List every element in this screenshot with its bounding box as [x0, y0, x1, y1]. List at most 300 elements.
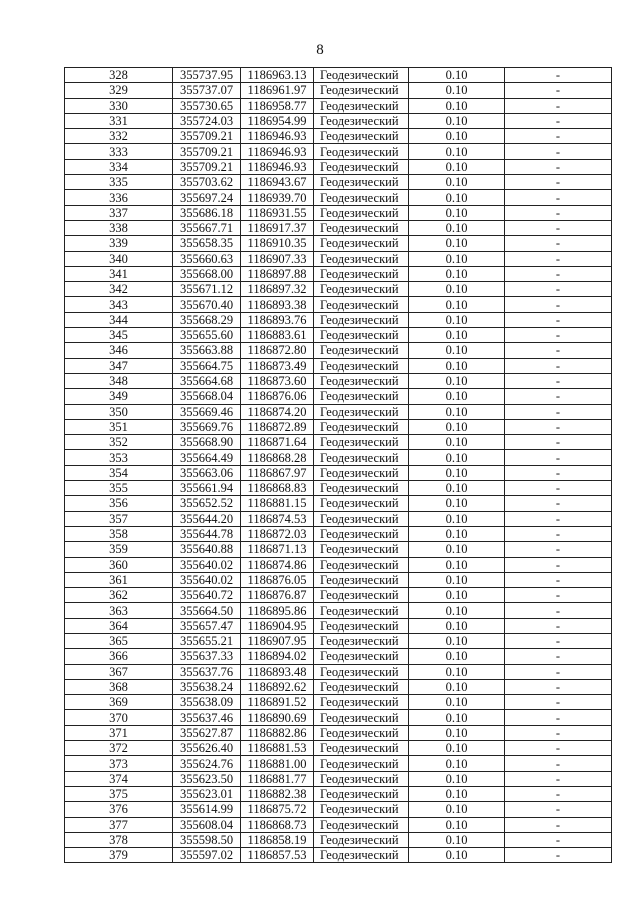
method-cell: Геодезический [314, 679, 409, 694]
point-number-cell: 361 [65, 572, 173, 587]
y-coordinate-cell: 1186890.69 [241, 710, 314, 725]
table-row [65, 481, 612, 496]
accuracy-cell: 0.10 [409, 266, 505, 281]
y-coordinate-cell: 1186893.48 [241, 664, 314, 679]
accuracy-cell: 0.10 [409, 603, 505, 618]
accuracy-cell: 0.10 [409, 817, 505, 832]
method-cell: Геодезический [314, 496, 409, 511]
method-cell: Геодезический [314, 771, 409, 786]
accuracy-cell: 0.10 [409, 725, 505, 740]
y-coordinate-cell: 1186895.86 [241, 603, 314, 618]
y-coordinate-cell: 1186876.05 [241, 572, 314, 587]
accuracy-cell: 0.10 [409, 113, 505, 128]
point-number-cell: 365 [65, 633, 173, 648]
table-row [65, 832, 612, 847]
accuracy-cell: 0.10 [409, 190, 505, 205]
accuracy-cell: 0.10 [409, 679, 505, 694]
method-cell: Геодезический [314, 481, 409, 496]
accuracy-cell: 0.10 [409, 236, 505, 251]
table-row [65, 251, 612, 266]
description-cell: - [505, 695, 612, 710]
accuracy-cell: 0.10 [409, 526, 505, 541]
x-coordinate-cell: 355623.50 [173, 771, 241, 786]
point-number-cell: 353 [65, 450, 173, 465]
accuracy-cell: 0.10 [409, 618, 505, 633]
point-number-cell: 337 [65, 205, 173, 220]
description-cell: - [505, 725, 612, 740]
x-coordinate-cell: 355644.78 [173, 526, 241, 541]
y-coordinate-cell: 1186939.70 [241, 190, 314, 205]
method-cell: Геодезический [314, 741, 409, 756]
table-row [65, 817, 612, 832]
point-number-cell: 356 [65, 496, 173, 511]
accuracy-cell: 0.10 [409, 633, 505, 648]
table-row [65, 358, 612, 373]
table-row [65, 236, 612, 251]
point-number-cell: 377 [65, 817, 173, 832]
accuracy-cell: 0.10 [409, 771, 505, 786]
method-cell: Геодезический [314, 159, 409, 174]
y-coordinate-cell: 1186872.89 [241, 419, 314, 434]
method-cell: Геодезический [314, 695, 409, 710]
y-coordinate-cell: 1186943.67 [241, 175, 314, 190]
point-number-cell: 331 [65, 113, 173, 128]
point-number-cell: 359 [65, 542, 173, 557]
y-coordinate-cell: 1186907.33 [241, 251, 314, 266]
table-row [65, 389, 612, 404]
point-number-cell: 357 [65, 511, 173, 526]
table-row [65, 603, 612, 618]
accuracy-cell: 0.10 [409, 251, 505, 266]
y-coordinate-cell: 1186857.53 [241, 848, 314, 863]
y-coordinate-cell: 1186958.77 [241, 98, 314, 113]
x-coordinate-cell: 355627.87 [173, 725, 241, 740]
point-number-cell: 374 [65, 771, 173, 786]
x-coordinate-cell: 355663.88 [173, 343, 241, 358]
description-cell: - [505, 251, 612, 266]
x-coordinate-cell: 355664.50 [173, 603, 241, 618]
description-cell: - [505, 481, 612, 496]
description-cell: - [505, 297, 612, 312]
point-number-cell: 342 [65, 282, 173, 297]
description-cell: - [505, 679, 612, 694]
point-number-cell: 345 [65, 328, 173, 343]
x-coordinate-cell: 355660.63 [173, 251, 241, 266]
description-cell: - [505, 358, 612, 373]
description-cell: - [505, 848, 612, 863]
method-cell: Геодезический [314, 588, 409, 603]
x-coordinate-cell: 355655.60 [173, 328, 241, 343]
x-coordinate-cell: 355597.02 [173, 848, 241, 863]
x-coordinate-cell: 355638.24 [173, 679, 241, 694]
accuracy-cell: 0.10 [409, 786, 505, 801]
table-row [65, 771, 612, 786]
accuracy-cell: 0.10 [409, 511, 505, 526]
y-coordinate-cell: 1186868.83 [241, 481, 314, 496]
table-row [65, 266, 612, 281]
x-coordinate-cell: 355667.71 [173, 220, 241, 235]
table-row [65, 83, 612, 98]
point-number-cell: 360 [65, 557, 173, 572]
accuracy-cell: 0.10 [409, 328, 505, 343]
x-coordinate-cell: 355709.21 [173, 144, 241, 159]
y-coordinate-cell: 1186931.55 [241, 205, 314, 220]
coordinates-table [64, 67, 612, 863]
y-coordinate-cell: 1186893.76 [241, 312, 314, 327]
description-cell: - [505, 771, 612, 786]
x-coordinate-cell: 355657.47 [173, 618, 241, 633]
description-cell: - [505, 68, 612, 83]
y-coordinate-cell: 1186883.61 [241, 328, 314, 343]
point-number-cell: 349 [65, 389, 173, 404]
accuracy-cell: 0.10 [409, 710, 505, 725]
table-row [65, 741, 612, 756]
accuracy-cell: 0.10 [409, 802, 505, 817]
accuracy-cell: 0.10 [409, 175, 505, 190]
x-coordinate-cell: 355663.06 [173, 465, 241, 480]
point-number-cell: 336 [65, 190, 173, 205]
table-row [65, 572, 612, 587]
point-number-cell: 369 [65, 695, 173, 710]
description-cell: - [505, 404, 612, 419]
point-number-cell: 340 [65, 251, 173, 266]
method-cell: Геодезический [314, 465, 409, 480]
table-row [65, 848, 612, 863]
method-cell: Геодезический [314, 832, 409, 847]
point-number-cell: 363 [65, 603, 173, 618]
point-number-cell: 373 [65, 756, 173, 771]
table-row [65, 312, 612, 327]
table-row [65, 129, 612, 144]
accuracy-cell: 0.10 [409, 572, 505, 587]
method-cell: Геодезический [314, 618, 409, 633]
point-number-cell: 352 [65, 435, 173, 450]
method-cell: Геодезический [314, 633, 409, 648]
description-cell: - [505, 786, 612, 801]
description-cell: - [505, 832, 612, 847]
accuracy-cell: 0.10 [409, 297, 505, 312]
x-coordinate-cell: 355668.29 [173, 312, 241, 327]
y-coordinate-cell: 1186904.95 [241, 618, 314, 633]
method-cell: Геодезический [314, 251, 409, 266]
x-coordinate-cell: 355608.04 [173, 817, 241, 832]
accuracy-cell: 0.10 [409, 496, 505, 511]
accuracy-cell: 0.10 [409, 542, 505, 557]
accuracy-cell: 0.10 [409, 389, 505, 404]
method-cell: Геодезический [314, 664, 409, 679]
x-coordinate-cell: 355664.75 [173, 358, 241, 373]
method-cell: Геодезический [314, 220, 409, 235]
y-coordinate-cell: 1186881.53 [241, 741, 314, 756]
y-coordinate-cell: 1186874.86 [241, 557, 314, 572]
y-coordinate-cell: 1186892.62 [241, 679, 314, 694]
table-row [65, 98, 612, 113]
x-coordinate-cell: 355697.24 [173, 190, 241, 205]
y-coordinate-cell: 1186871.13 [241, 542, 314, 557]
table-row [65, 496, 612, 511]
accuracy-cell: 0.10 [409, 450, 505, 465]
table-row [65, 664, 612, 679]
page-number: 8 [316, 42, 324, 58]
point-number-cell: 332 [65, 129, 173, 144]
table-row [65, 297, 612, 312]
point-number-cell: 378 [65, 832, 173, 847]
y-coordinate-cell: 1186873.49 [241, 358, 314, 373]
point-number-cell: 334 [65, 159, 173, 174]
method-cell: Геодезический [314, 389, 409, 404]
y-coordinate-cell: 1186874.53 [241, 511, 314, 526]
description-cell: - [505, 113, 612, 128]
method-cell: Геодезический [314, 848, 409, 863]
table-row [65, 465, 612, 480]
method-cell: Геодезический [314, 266, 409, 281]
table-row [65, 144, 612, 159]
point-number-cell: 379 [65, 848, 173, 863]
description-cell: - [505, 756, 612, 771]
description-cell: - [505, 802, 612, 817]
method-cell: Геодезический [314, 113, 409, 128]
description-cell: - [505, 450, 612, 465]
point-number-cell: 364 [65, 618, 173, 633]
x-coordinate-cell: 355640.88 [173, 542, 241, 557]
y-coordinate-cell: 1186946.93 [241, 159, 314, 174]
description-cell: - [505, 83, 612, 98]
y-coordinate-cell: 1186882.86 [241, 725, 314, 740]
description-cell: - [505, 557, 612, 572]
method-cell: Геодезический [314, 511, 409, 526]
point-number-cell: 339 [65, 236, 173, 251]
table-row [65, 542, 612, 557]
y-coordinate-cell: 1186910.35 [241, 236, 314, 251]
table-row [65, 282, 612, 297]
y-coordinate-cell: 1186907.95 [241, 633, 314, 648]
method-cell: Геодезический [314, 649, 409, 664]
description-cell: - [505, 98, 612, 113]
point-number-cell: 370 [65, 710, 173, 725]
y-coordinate-cell: 1186876.06 [241, 389, 314, 404]
x-coordinate-cell: 355637.76 [173, 664, 241, 679]
method-cell: Геодезический [314, 435, 409, 450]
method-cell: Геодезический [314, 786, 409, 801]
accuracy-cell: 0.10 [409, 404, 505, 419]
point-number-cell: 329 [65, 83, 173, 98]
table-row [65, 695, 612, 710]
table-row [65, 435, 612, 450]
description-cell: - [505, 419, 612, 434]
x-coordinate-cell: 355624.76 [173, 756, 241, 771]
x-coordinate-cell: 355664.68 [173, 373, 241, 388]
accuracy-cell: 0.10 [409, 205, 505, 220]
table-row [65, 159, 612, 174]
point-number-cell: 344 [65, 312, 173, 327]
y-coordinate-cell: 1186882.38 [241, 786, 314, 801]
y-coordinate-cell: 1186946.93 [241, 144, 314, 159]
description-cell: - [505, 328, 612, 343]
y-coordinate-cell: 1186891.52 [241, 695, 314, 710]
table-row [65, 450, 612, 465]
method-cell: Геодезический [314, 404, 409, 419]
point-number-cell: 375 [65, 786, 173, 801]
method-cell: Геодезический [314, 756, 409, 771]
table-row [65, 557, 612, 572]
accuracy-cell: 0.10 [409, 343, 505, 358]
y-coordinate-cell: 1186963.13 [241, 68, 314, 83]
description-cell: - [505, 389, 612, 404]
method-cell: Геодезический [314, 312, 409, 327]
y-coordinate-cell: 1186875.72 [241, 802, 314, 817]
description-cell: - [505, 266, 612, 281]
description-cell: - [505, 496, 612, 511]
description-cell: - [505, 343, 612, 358]
accuracy-cell: 0.10 [409, 756, 505, 771]
point-number-cell: 347 [65, 358, 173, 373]
x-coordinate-cell: 355640.02 [173, 557, 241, 572]
description-cell: - [505, 144, 612, 159]
y-coordinate-cell: 1186876.87 [241, 588, 314, 603]
method-cell: Геодезический [314, 373, 409, 388]
accuracy-cell: 0.10 [409, 832, 505, 847]
table-row [65, 725, 612, 740]
accuracy-cell: 0.10 [409, 282, 505, 297]
point-number-cell: 341 [65, 266, 173, 281]
accuracy-cell: 0.10 [409, 465, 505, 480]
method-cell: Геодезический [314, 725, 409, 740]
description-cell: - [505, 603, 612, 618]
x-coordinate-cell: 355652.52 [173, 496, 241, 511]
y-coordinate-cell: 1186881.15 [241, 496, 314, 511]
point-number-cell: 348 [65, 373, 173, 388]
accuracy-cell: 0.10 [409, 649, 505, 664]
y-coordinate-cell: 1186872.03 [241, 526, 314, 541]
table-row [65, 588, 612, 603]
method-cell: Геодезический [314, 297, 409, 312]
table-row [65, 404, 612, 419]
method-cell: Геодезический [314, 450, 409, 465]
y-coordinate-cell: 1186917.37 [241, 220, 314, 235]
method-cell: Геодезический [314, 129, 409, 144]
table-row [65, 511, 612, 526]
y-coordinate-cell: 1186881.77 [241, 771, 314, 786]
accuracy-cell: 0.10 [409, 358, 505, 373]
description-cell: - [505, 236, 612, 251]
point-number-cell: 372 [65, 741, 173, 756]
method-cell: Геодезический [314, 190, 409, 205]
point-number-cell: 376 [65, 802, 173, 817]
method-cell: Геодезический [314, 98, 409, 113]
point-number-cell: 355 [65, 481, 173, 496]
description-cell: - [505, 710, 612, 725]
y-coordinate-cell: 1186868.73 [241, 817, 314, 832]
x-coordinate-cell: 355661.94 [173, 481, 241, 496]
point-number-cell: 333 [65, 144, 173, 159]
description-cell: - [505, 649, 612, 664]
accuracy-cell: 0.10 [409, 481, 505, 496]
accuracy-cell: 0.10 [409, 435, 505, 450]
method-cell: Геодезический [314, 557, 409, 572]
table-row [65, 328, 612, 343]
x-coordinate-cell: 355668.90 [173, 435, 241, 450]
point-number-cell: 328 [65, 68, 173, 83]
description-cell: - [505, 190, 612, 205]
x-coordinate-cell: 355709.21 [173, 159, 241, 174]
x-coordinate-cell: 355640.02 [173, 572, 241, 587]
description-cell: - [505, 511, 612, 526]
method-cell: Геодезический [314, 603, 409, 618]
accuracy-cell: 0.10 [409, 220, 505, 235]
description-cell: - [505, 282, 612, 297]
method-cell: Геодезический [314, 328, 409, 343]
table-row [65, 786, 612, 801]
description-cell: - [505, 220, 612, 235]
method-cell: Геодезический [314, 175, 409, 190]
description-cell: - [505, 465, 612, 480]
accuracy-cell: 0.10 [409, 83, 505, 98]
method-cell: Геодезический [314, 205, 409, 220]
accuracy-cell: 0.10 [409, 68, 505, 83]
point-number-cell: 343 [65, 297, 173, 312]
table-row [65, 68, 612, 83]
x-coordinate-cell: 355638.09 [173, 695, 241, 710]
description-cell: - [505, 542, 612, 557]
method-cell: Геодезический [314, 419, 409, 434]
table-row [65, 205, 612, 220]
x-coordinate-cell: 355664.49 [173, 450, 241, 465]
point-number-cell: 351 [65, 419, 173, 434]
x-coordinate-cell: 355669.76 [173, 419, 241, 434]
table-row [65, 756, 612, 771]
x-coordinate-cell: 355703.62 [173, 175, 241, 190]
accuracy-cell: 0.10 [409, 373, 505, 388]
accuracy-cell: 0.10 [409, 312, 505, 327]
accuracy-cell: 0.10 [409, 129, 505, 144]
description-cell: - [505, 588, 612, 603]
y-coordinate-cell: 1186894.02 [241, 649, 314, 664]
x-coordinate-cell: 355598.50 [173, 832, 241, 847]
y-coordinate-cell: 1186881.00 [241, 756, 314, 771]
x-coordinate-cell: 355686.18 [173, 205, 241, 220]
x-coordinate-cell: 355637.46 [173, 710, 241, 725]
method-cell: Геодезический [314, 83, 409, 98]
description-cell: - [505, 129, 612, 144]
description-cell: - [505, 312, 612, 327]
point-number-cell: 368 [65, 679, 173, 694]
accuracy-cell: 0.10 [409, 741, 505, 756]
accuracy-cell: 0.10 [409, 159, 505, 174]
table-row [65, 373, 612, 388]
description-cell: - [505, 526, 612, 541]
accuracy-cell: 0.10 [409, 664, 505, 679]
coordinates-table-body [65, 68, 612, 863]
x-coordinate-cell: 355644.20 [173, 511, 241, 526]
description-cell: - [505, 159, 612, 174]
x-coordinate-cell: 355637.33 [173, 649, 241, 664]
accuracy-cell: 0.10 [409, 144, 505, 159]
y-coordinate-cell: 1186858.19 [241, 832, 314, 847]
accuracy-cell: 0.10 [409, 419, 505, 434]
method-cell: Геодезический [314, 236, 409, 251]
x-coordinate-cell: 355640.72 [173, 588, 241, 603]
x-coordinate-cell: 355658.35 [173, 236, 241, 251]
point-number-cell: 367 [65, 664, 173, 679]
x-coordinate-cell: 355623.01 [173, 786, 241, 801]
method-cell: Геодезический [314, 817, 409, 832]
method-cell: Геодезический [314, 358, 409, 373]
accuracy-cell: 0.10 [409, 695, 505, 710]
description-cell: - [505, 175, 612, 190]
point-number-cell: 358 [65, 526, 173, 541]
y-coordinate-cell: 1186872.80 [241, 343, 314, 358]
y-coordinate-cell: 1186868.28 [241, 450, 314, 465]
